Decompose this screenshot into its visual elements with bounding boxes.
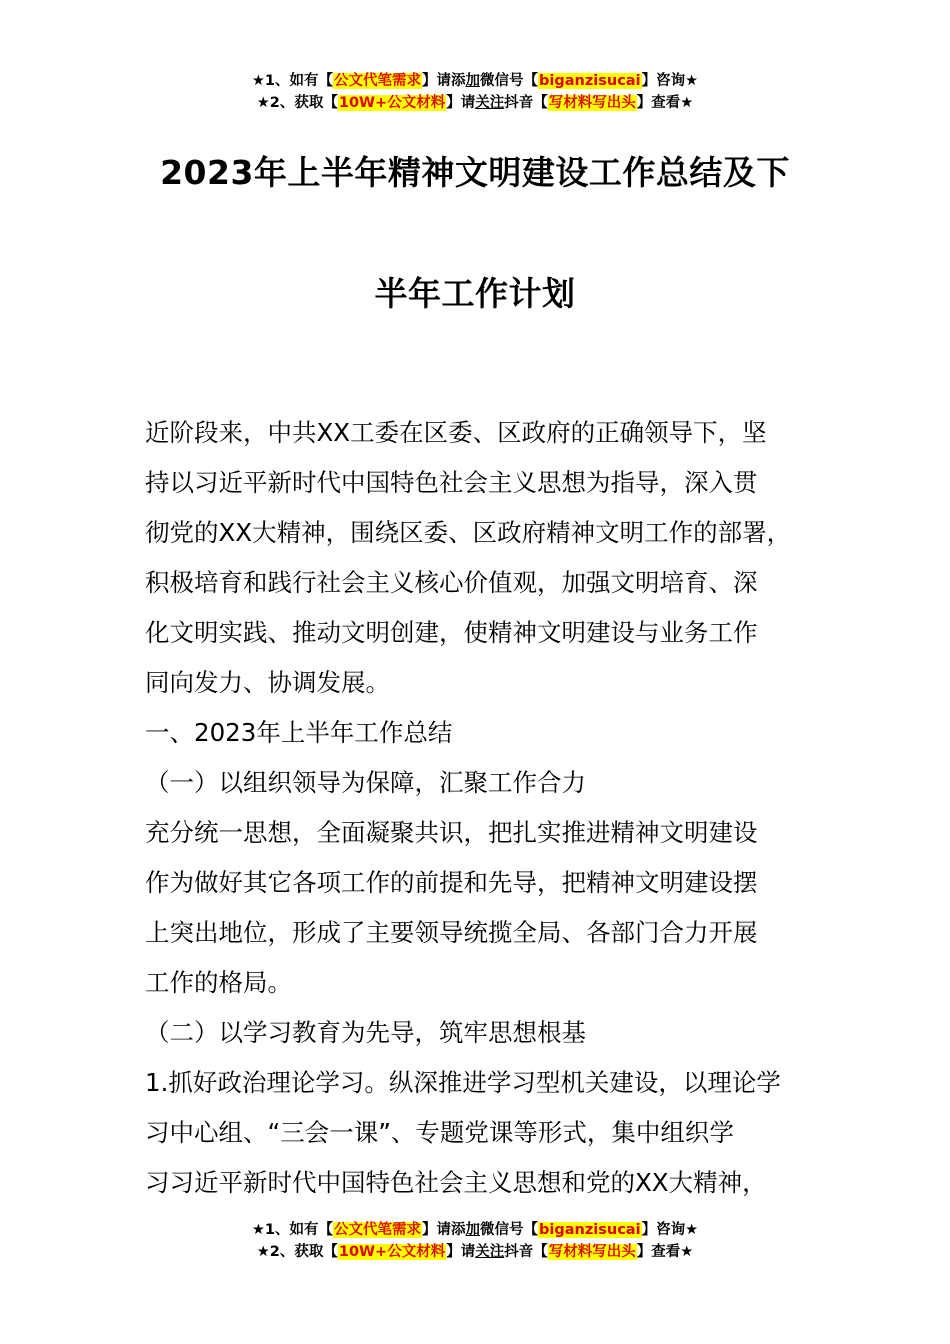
document-title-line-2: 半年工作计划: [374, 274, 576, 313]
banner-text: ★2、获取【: [256, 95, 338, 111]
banner-highlight: 10W+公文材料: [338, 1244, 446, 1260]
banner-line-2: [0, 92, 950, 114]
banner-underlined: 加: [465, 73, 481, 89]
subsection-heading: （二）以学习教育为先导，筑牢思想根基: [145, 1018, 586, 1047]
footer-banner: [0, 1219, 950, 1263]
banner-text: 】请: [446, 1244, 476, 1260]
banner-highlight: biganzisucai: [539, 1222, 641, 1238]
body-line: 工作的格局。: [145, 968, 292, 997]
banner-text: 抖音【: [504, 95, 548, 111]
document-title-line-1: 2023年上半年精神文明建设工作总结及下: [160, 153, 790, 192]
banner-text: 微信号【: [480, 1222, 539, 1238]
banner-text: 】请添: [422, 1222, 466, 1238]
body-line: 习习近平新时代中国特色社会主义思想和党的XX大精神，: [145, 1168, 767, 1197]
body-line: 1.抓好政治理论学习。纵深推进学习型机关建设，以理论学: [145, 1068, 781, 1097]
banner-line-1: [0, 70, 950, 92]
body-line: 同向发力、协调发展。: [145, 668, 390, 697]
body-line: 彻党的XX大精神，围绕区委、区政府精神文明工作的部署，: [145, 518, 792, 547]
banner-text: 】咨询★: [641, 73, 699, 89]
banner-highlight: 公文代笔需求: [334, 1222, 422, 1238]
banner-text: 】请: [446, 95, 476, 111]
banner-highlight: 10W+公文材料: [338, 95, 446, 111]
section-heading: 一、2023年上半年工作总结: [145, 718, 453, 747]
body-line: 充分统一思想，全面凝聚共识，把扎实推进精神文明建设: [145, 818, 758, 847]
banner-text: 】查看★: [636, 1244, 694, 1260]
banner-text: 】请添: [422, 73, 466, 89]
banner-text: ★1、如有【: [251, 73, 334, 89]
banner-text: ★2、获取【: [256, 1244, 338, 1260]
banner-underlined: 关注: [475, 1244, 505, 1260]
banner-text: 抖音【: [504, 1244, 548, 1260]
banner-underlined: 加: [465, 1222, 481, 1238]
banner-text: 】查看★: [636, 95, 694, 111]
body-line: 上突出地位，形成了主要领导统揽全局、各部门合力开展: [145, 918, 758, 947]
banner-highlight: 写材料写出头: [548, 95, 636, 111]
body-line: 持以习近平新时代中国特色社会主义思想为指导，深入贯: [145, 468, 758, 497]
header-banner: [0, 70, 950, 114]
body-line: 积极培育和践行社会主义核心价值观，加强文明培育、深: [145, 568, 758, 597]
banner-text: 微信号【: [480, 73, 539, 89]
banner-line-2: [0, 1241, 950, 1263]
body-line: 近阶段来，中共XX工委在区委、区政府的正确领导下，坚: [145, 418, 767, 447]
banner-highlight: biganzisucai: [539, 73, 641, 89]
banner-text: 】咨询★: [641, 1222, 699, 1238]
body-line: 化文明实践、推动文明创建，使精神文明建设与业务工作: [145, 618, 758, 647]
banner-highlight: 写材料写出头: [548, 1244, 636, 1260]
body-line: 作为做好其它各项工作的前提和先导，把精神文明建设摆: [145, 868, 758, 897]
subsection-heading: （一）以组织领导为保障，汇聚工作合力: [145, 768, 586, 797]
document-body: [145, 408, 845, 1208]
body-line: 习中心组、“三会一课”、专题党课等形式，集中组织学: [145, 1118, 734, 1147]
banner-underlined: 关注: [475, 95, 505, 111]
banner-text: ★1、如有【: [251, 1222, 334, 1238]
banner-highlight: 公文代笔需求: [334, 73, 422, 89]
banner-line-1: [0, 1219, 950, 1241]
